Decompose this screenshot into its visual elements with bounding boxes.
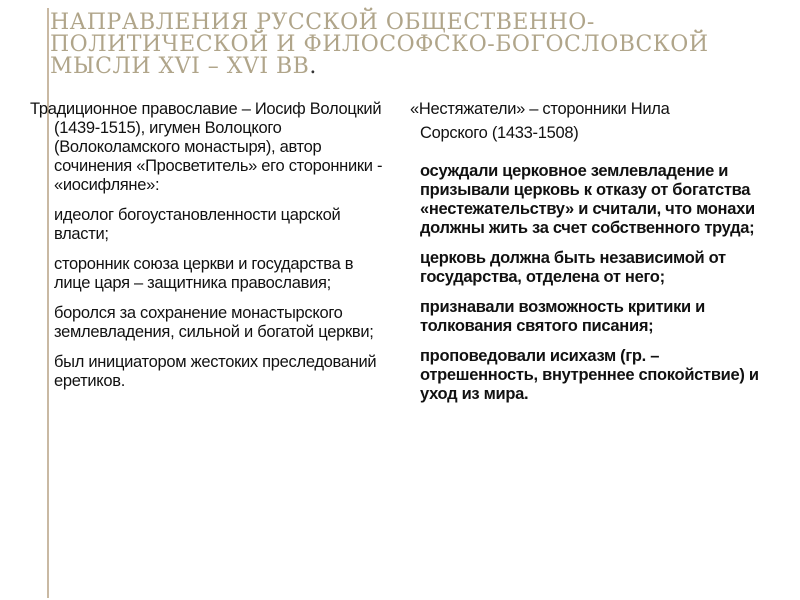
right-item-1: осуждали церковное землевладение и призывали церковь к отказу от богатства «нестежательству» и считали, что монахи должны жить за счет собственного труда; <box>420 162 755 237</box>
right-item-2: церковь должна быть независимой от государства, отделена от него; <box>420 249 726 286</box>
slide-title-text: НАПРАВЛЕНИЯ РУССКОЙ ОБЩЕСТВЕННО-ПОЛИТИЧЕСКОЙ И ФИЛОСОФСКО-БОГОСЛОВСКОЙ МЫСЛИ XVI – XVI ВВ <box>50 10 709 79</box>
right-heading-continued: Сорского (1433-1508) <box>420 124 579 142</box>
left-item-4: был инициатором жестоких преследований еретиков. <box>54 353 377 390</box>
right-heading: «Нестяжатели» – сторонники Нила <box>410 100 670 118</box>
left-item-2: сторонник союза церкви и государства в лице царя – защитника православия; <box>54 255 354 292</box>
left-item-1: идеолог богоустановленности царской власти; <box>54 206 341 243</box>
left-intro: Традиционное православие – Иосиф Волоцкий (1439-1515), игумен Волоцкого (Волоколамского монастыря), автор сочинения «Просветитель» его сторонники - «иосифляне»: <box>30 100 383 194</box>
slide-title <box>50 12 770 78</box>
left-column <box>30 100 385 391</box>
left-item-3: боролся за сохранение монастырского землевладения, сильной и богатой церкви; <box>54 304 374 341</box>
right-item-3: признавали возможность критики и толкования святого писания; <box>420 298 706 335</box>
right-column <box>410 100 760 404</box>
right-item-4: проповедовали исихазм (гр. – отрешенность, внутреннее спокойствие) и уход из мира. <box>420 347 759 403</box>
slide-title-period: . <box>309 54 317 79</box>
